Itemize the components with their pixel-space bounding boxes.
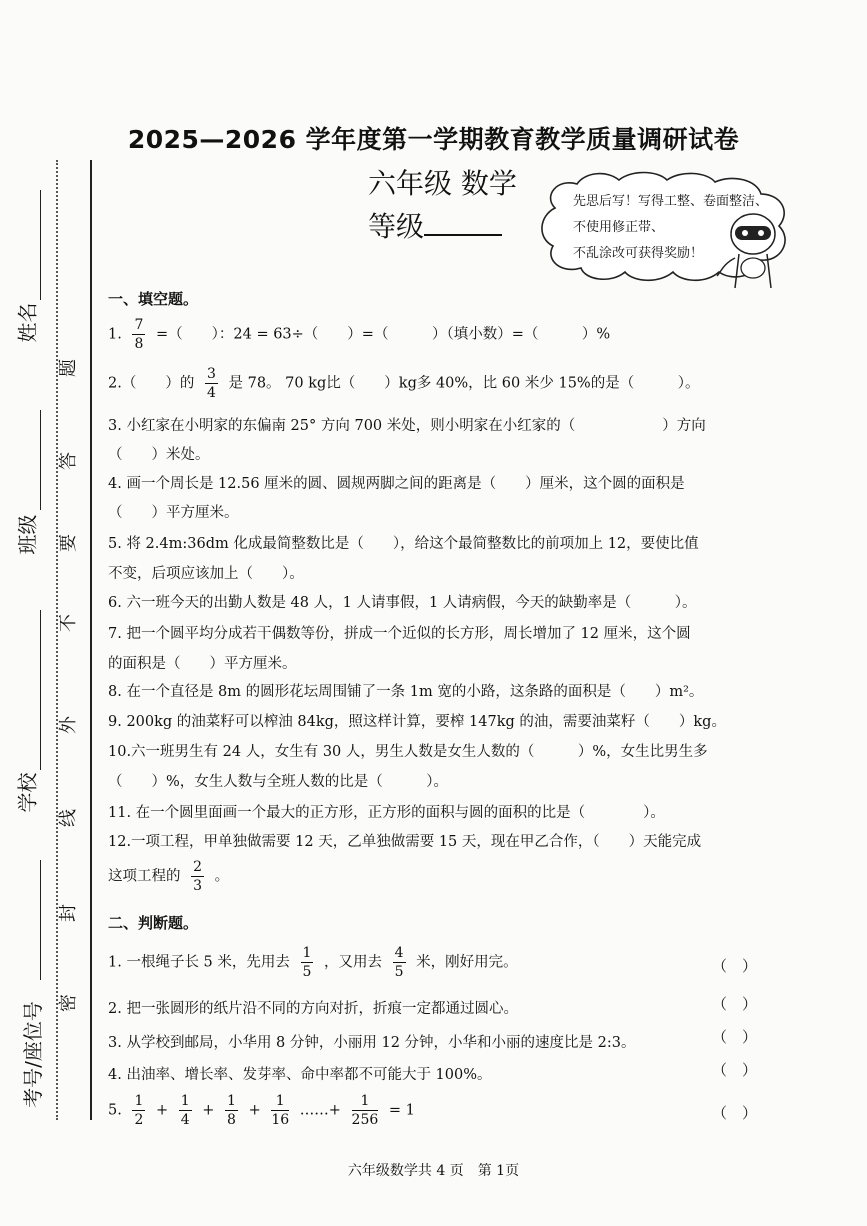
page-footer: 六年级数学共 4 页 第 1页 bbox=[347, 1163, 520, 1179]
ellipsis-plus: ……+ bbox=[299, 1102, 341, 1119]
question-12-line2 bbox=[108, 860, 229, 893]
frac-num: 3 bbox=[206, 366, 216, 382]
question-3-line2: （ ）米处。 bbox=[108, 447, 210, 463]
frac-num: 1 bbox=[227, 1093, 236, 1109]
q12-text-a: 这项工程的 bbox=[108, 868, 181, 885]
frac-den: 4 bbox=[180, 1112, 190, 1128]
question-2 bbox=[108, 367, 699, 400]
question-1 bbox=[108, 318, 610, 351]
grade-blank[interactable] bbox=[424, 212, 502, 236]
fraction bbox=[132, 1094, 145, 1127]
question-7-line2: 的面积是（ ）平方厘米。 bbox=[108, 656, 297, 672]
frac-den: 4 bbox=[206, 385, 216, 401]
exam-subtitle: 六年级 数学 bbox=[368, 167, 517, 200]
seal-char: 不 bbox=[58, 614, 79, 632]
judge-answer-paren[interactable]: （ ） bbox=[712, 957, 758, 975]
seal-char: 外 bbox=[58, 716, 79, 734]
question-10-line2: （ ）%，女生人数与全班人数的比是（ ）。 bbox=[108, 774, 449, 790]
frac-num: 2 bbox=[193, 859, 203, 875]
j1-text-a: 1. 一根绳子长 5 米，先用去 bbox=[108, 954, 290, 971]
judge-3: 3. 从学校到邮局，小华用 8 分钟，小丽用 12 分钟，小华和小丽的速度比是 2:3。 bbox=[108, 1035, 636, 1051]
seal-char: 要 bbox=[58, 534, 79, 552]
j5-tail: = 1 bbox=[388, 1102, 415, 1119]
class-underline bbox=[40, 410, 41, 510]
plus-sign: + bbox=[248, 1102, 261, 1119]
frac-num: 1 bbox=[180, 1093, 190, 1109]
question-12-line1: 12.一项工程，甲单独做需要 12 天，乙单独做需要 15 天，现在甲乙合作，（ ）天能完成 bbox=[108, 834, 702, 850]
bubble-line: 不乱涂改可获得奖励！ bbox=[573, 246, 704, 261]
question-3-line1: 3. 小红家在小明家的东偏南 25° 方向 700 米处，则小明家在小红家的（ ）方向 bbox=[108, 418, 706, 434]
seat-label: 考号/座位号 bbox=[20, 1001, 45, 1108]
fraction bbox=[191, 860, 204, 893]
frac-num: 1 bbox=[302, 945, 312, 961]
fraction bbox=[271, 1094, 289, 1127]
frac-den: 3 bbox=[193, 878, 203, 894]
frac-den: 16 bbox=[271, 1112, 290, 1128]
question-5-line2: 不变，后项应该加上（ ）。 bbox=[108, 566, 304, 582]
fraction bbox=[301, 946, 314, 979]
question-9: 9. 200kg 的油菜籽可以榨油 84kg，照这样计算，要榨 147kg 的油，需要油菜籽（ ）kg。 bbox=[108, 714, 726, 730]
q12-text-b: 。 bbox=[214, 868, 230, 885]
frac-num: 1 bbox=[134, 1093, 144, 1109]
j5-num: 5. bbox=[108, 1102, 122, 1119]
name-underline bbox=[40, 190, 41, 300]
seal-char: 题 bbox=[58, 359, 79, 377]
fraction bbox=[393, 946, 406, 979]
judge-answer-paren[interactable]: （ ） bbox=[712, 1061, 758, 1079]
fraction bbox=[205, 367, 218, 400]
judge-answer-paren[interactable]: （ ） bbox=[712, 1104, 758, 1122]
exam-title: 2025—2026 学年度第一学期教育教学质量调研试卷 bbox=[127, 125, 740, 154]
question-4-line2: （ ）平方厘米。 bbox=[108, 505, 239, 521]
question-8: 8. 在一个直径是 8m 的圆形花坛周围铺了一条 1m 宽的小路，这条路的面积是（ ）m²。 bbox=[108, 684, 704, 700]
judge-answer-paren[interactable]: （ ） bbox=[712, 1028, 758, 1046]
seal-char: 线 bbox=[58, 809, 79, 827]
question-5-line1: 5. 将 2.4m:36dm 化成最简整数比是（ ），给这个最简整数比的前项加上 12，要使比值 bbox=[108, 536, 699, 552]
frac-den: 5 bbox=[394, 964, 404, 980]
bubble-line: 先思后写！写得工整、卷面整洁、 bbox=[573, 194, 769, 209]
q2-text-b: 是 78。 70 kg比（ ）kg多 40%，比 60 米少 15%的是（ ）。 bbox=[228, 375, 700, 392]
school-label: 学校 bbox=[15, 772, 40, 813]
grade-field bbox=[368, 205, 502, 245]
seal-char: 封 bbox=[58, 904, 79, 922]
j1-text-c: 米，刚好用完。 bbox=[416, 954, 518, 971]
fraction bbox=[352, 1094, 379, 1127]
grade-label: 等级 bbox=[368, 210, 425, 243]
frac-num: 1 bbox=[271, 1094, 289, 1111]
class-label: 班级 bbox=[15, 514, 40, 555]
judge-1 bbox=[108, 946, 518, 979]
question-11: 11. 在一个圆里面画一个最大的正方形，正方形的面积与圆的面积的比是（ ）。 bbox=[108, 805, 665, 821]
frac-num: 7 bbox=[134, 317, 144, 333]
q2-text-a: 2.（ ）的 bbox=[108, 375, 195, 392]
seal-char: 答 bbox=[58, 452, 79, 470]
section1-title: 一、填空题。 bbox=[108, 290, 199, 308]
judge-2: 2. 把一张圆形的纸片沿不同的方向对折，折痕一定都通过圆心。 bbox=[108, 1001, 518, 1017]
question-10-line1: 10.六一班男生有 24 人，女生有 30 人，男生人数是女生人数的（ ）%，女生比男生多 bbox=[108, 744, 708, 760]
question-7-line1: 7. 把一个圆平均分成若干偶数等份，拼成一个近似的长方形，周长增加了 12 厘米，这个圆 bbox=[108, 626, 691, 642]
fraction bbox=[179, 1094, 192, 1127]
section2-title: 二、判断题。 bbox=[108, 914, 199, 932]
frac-num: 1 bbox=[352, 1094, 379, 1111]
binding-solid-line bbox=[90, 160, 92, 1120]
frac-num: 4 bbox=[394, 945, 404, 961]
school-underline bbox=[40, 610, 41, 770]
frac-den: 5 bbox=[302, 964, 312, 980]
bubble-line: 不使用修正带、 bbox=[573, 220, 665, 235]
question-6: 6. 六一班今天的出勤人数是 48 人，1 人请事假，1 人请病假，今天的缺勤率是（ ）。 bbox=[108, 595, 697, 611]
plus-sign: + bbox=[202, 1102, 215, 1119]
name-label: 姓名 bbox=[15, 302, 40, 343]
plus-sign: + bbox=[155, 1102, 169, 1119]
j1-text-b: ，又用去 bbox=[324, 954, 383, 971]
fraction bbox=[225, 1094, 238, 1127]
frac-den: 8 bbox=[227, 1112, 236, 1128]
seat-underline bbox=[40, 860, 41, 980]
q1-num: 1. bbox=[108, 326, 122, 343]
frac-den: 8 bbox=[134, 336, 144, 352]
q1-text: =（ ）：24 = 63÷（ ）=（ ）（填小数）=（ ）% bbox=[155, 326, 611, 343]
judge-4: 4. 出油率、增长率、发芽率、命中率都不可能大于 100%。 bbox=[108, 1067, 492, 1083]
fraction bbox=[132, 318, 145, 351]
judge-5 bbox=[108, 1094, 415, 1127]
binding-dotted-line bbox=[56, 160, 58, 1120]
frac-den: 2 bbox=[134, 1112, 144, 1128]
judge-answer-paren[interactable]: （ ） bbox=[712, 995, 758, 1013]
frac-den: 256 bbox=[351, 1112, 379, 1128]
seal-char: 密 bbox=[58, 994, 79, 1012]
question-4-line1: 4. 画一个周长是 12.56 厘米的圆、圆规两脚之间的距离是（ ）厘米，这个圆的面积是 bbox=[108, 476, 685, 492]
